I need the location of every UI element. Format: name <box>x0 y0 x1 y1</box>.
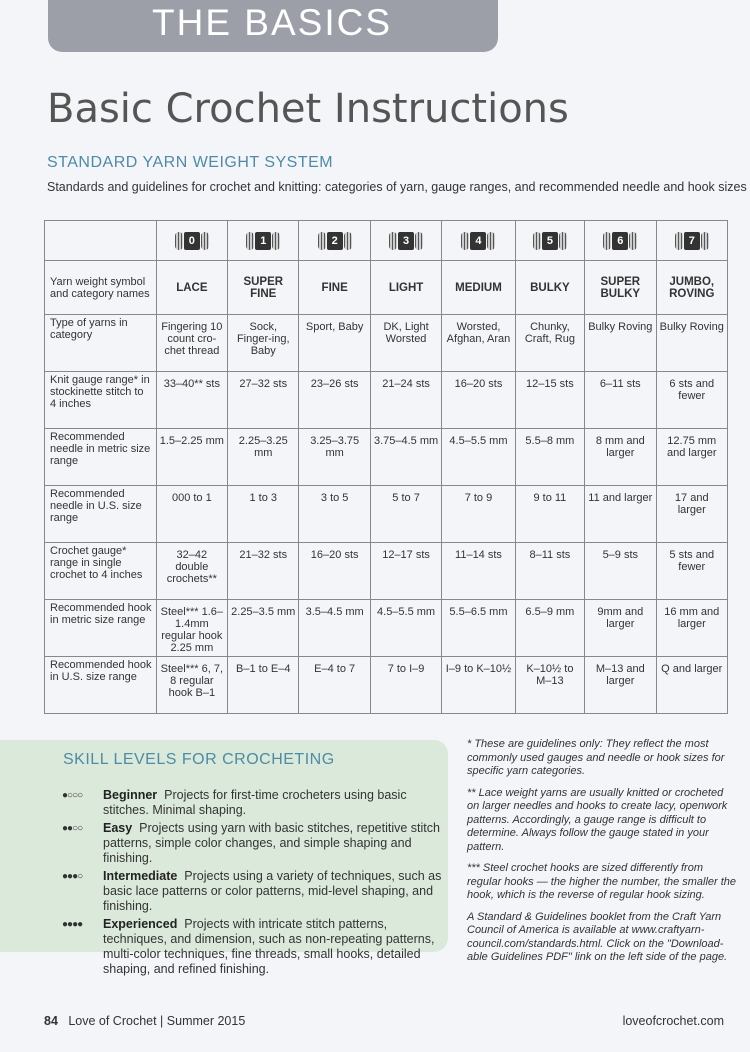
table-cell: Worsted, Afghan, Aran <box>442 315 515 372</box>
table-cell: Chunky, Craft, Rug <box>515 315 584 372</box>
table-cell: E–4 to 7 <box>299 657 370 714</box>
table-cell: 000 to 1 <box>156 486 227 543</box>
yarn-symbol-icon: 5 <box>533 231 567 251</box>
row-label: Crochet gauge* range in single crochet to 4 inches <box>45 543 157 600</box>
symbol-row <box>45 221 728 261</box>
table-cell: 3.75–4.5 mm <box>370 429 441 486</box>
skill-dots-icon: ●●●○ <box>62 871 83 882</box>
table-cell: 7 to 9 <box>442 486 515 543</box>
table-cell: 27–32 sts <box>228 372 299 429</box>
skill-text: Projects using yarn with basic stitches, repetitive stitch patterns, simple color changes, and simple shaping and finishing. <box>103 821 440 865</box>
table-cell: DK, Light Worsted <box>370 315 441 372</box>
yarn-symbol-icon: 6 <box>603 231 637 251</box>
footnote: ** Lace weight yarns are usually knitted or crocheted on larger needles and hooks to create lacy, openwork patterns. Accordingly, a gauge range is difficult to determine. Always follow the gauge stated in your pattern. <box>467 786 728 853</box>
footnotes <box>467 738 737 973</box>
yarn-symbol-icon: 7 <box>675 231 709 251</box>
category-name: LIGHT <box>370 261 441 315</box>
yarn-symbol-icon: 3 <box>389 231 423 251</box>
table-cell: 5 sts and fewer <box>656 543 728 600</box>
table-cell: 32–42 double crochets** <box>156 543 227 600</box>
section-description: Standards and guidelines for crochet and knitting: categories of yarn, gauge ranges, and recommended needle and hook sizes <box>47 180 747 194</box>
category-name: FINE <box>299 261 370 315</box>
table-cell: Sock, Finger-ing, Baby <box>228 315 299 372</box>
skill-name: Experienced <box>103 917 178 931</box>
row-label: Recommended hook in U.S. size range <box>45 657 157 714</box>
table-cell: 4.5–5.5 mm <box>442 429 515 486</box>
table-cell: 21–32 sts <box>228 543 299 600</box>
table-cell: Sport, Baby <box>299 315 370 372</box>
skill-level-easy <box>62 821 442 866</box>
table-cell: 3 to 5 <box>299 486 370 543</box>
row-label: Recommended needle in metric size range <box>45 429 157 486</box>
table-cell: 2.25–3.25 mm <box>228 429 299 486</box>
table-cell: 1.5–2.25 mm <box>156 429 227 486</box>
skill-level-experienced <box>62 917 442 977</box>
table-cell: Bulky Roving <box>585 315 656 372</box>
table-cell: 6.5–9 mm <box>515 600 584 657</box>
row-label: Recommended needle in U.S. size range <box>45 486 157 543</box>
footnote: *** Steel crochet hooks are sized differently from regular hooks — the higher the number, the smaller the hook, which is the reverse of regular hook sizing. <box>467 862 737 901</box>
table-cell: 11 and larger <box>585 486 656 543</box>
yarn-weight-table <box>44 220 728 714</box>
category-name: SUPER BULKY <box>585 261 656 315</box>
table-cell: 3.5–4.5 mm <box>299 600 370 657</box>
skill-name: Intermediate <box>103 869 178 883</box>
table-row <box>45 315 728 372</box>
table-cell: 8 mm and larger <box>585 429 656 486</box>
table-cell: 9mm and larger <box>585 600 656 657</box>
table-cell: 17 and larger <box>656 486 728 543</box>
page-title: Basic Crochet Instructions <box>47 86 569 132</box>
footnote: A Standard & Guidelines booklet from the Craft Yarn Council of America is available at www.craftyarn-council.com/standards.html. Click on the "Download-able Guidelines PDF" link on the left side of the page. <box>467 910 728 963</box>
table-row <box>45 372 728 429</box>
category-name: JUMBO, ROVING <box>656 261 728 315</box>
table-cell: 16–20 sts <box>442 372 515 429</box>
table-cell: B–1 to E–4 <box>228 657 299 714</box>
category-name: MEDIUM <box>442 261 515 315</box>
row-label: Type of yarns in category <box>45 315 157 372</box>
table-cell: Fingering 10 count cro-chet thread <box>156 315 227 372</box>
table-cell: 16–20 sts <box>299 543 370 600</box>
table-row <box>45 543 728 600</box>
row-label: Recommended hook in metric size range <box>45 600 157 657</box>
skill-level-beginner <box>62 788 442 818</box>
category-name: LACE <box>156 261 227 315</box>
skill-dots-icon: ●●●● <box>62 919 83 930</box>
table-cell: 5.5–6.5 mm <box>442 600 515 657</box>
table-cell: M–13 and larger <box>585 657 656 714</box>
table-cell: 5.5–8 mm <box>515 429 584 486</box>
table-cell: 5 to 7 <box>370 486 441 543</box>
table-row <box>45 600 728 657</box>
section-banner <box>48 0 498 52</box>
issue-name: Summer 2015 <box>166 1014 246 1028</box>
skill-levels-heading: SKILL LEVELS FOR CROCHETING <box>63 751 335 768</box>
table-cell: 21–24 sts <box>370 372 441 429</box>
yarn-symbol-icon: 4 <box>461 231 495 251</box>
table-cell: 6–11 sts <box>585 372 656 429</box>
table-row <box>45 429 728 486</box>
banner-label: THE BASICS <box>152 2 392 43</box>
row-label: Yarn weight symbol and category names <box>45 261 157 315</box>
table-cell: 1 to 3 <box>228 486 299 543</box>
table-cell: 12–15 sts <box>515 372 584 429</box>
section-heading: STANDARD YARN WEIGHT SYSTEM <box>47 154 334 171</box>
table-cell: 2.25–3.5 mm <box>228 600 299 657</box>
table-cell: K–10½ to M–13 <box>515 657 584 714</box>
table-cell: Steel*** 1.6–1.4mm regular hook 2.25 mm <box>156 600 227 657</box>
yarn-symbol-icon: 2 <box>318 231 352 251</box>
skill-text: Projects with intricate stitch patterns, techniques, and dimension, such as non-repeating patterns, multi-color techniques, fine threads, small hooks, detailed shaping, and refined finishing. <box>103 917 435 976</box>
table-cell: 12–17 sts <box>370 543 441 600</box>
skill-name: Beginner <box>103 788 158 802</box>
magazine-name: Love of Crochet <box>68 1014 157 1028</box>
table-cell: Q and larger <box>656 657 728 714</box>
row-label: Knit gauge range* in stockinette stitch to 4 inches <box>45 372 157 429</box>
category-name: BULKY <box>515 261 584 315</box>
skill-text: Projects for first-time crocheters using basic stitches. Minimal shaping. <box>103 788 407 817</box>
table-cell: 11–14 sts <box>442 543 515 600</box>
table-cell: 6 sts and fewer <box>656 372 728 429</box>
table-cell: 3.25–3.75 mm <box>299 429 370 486</box>
skill-name: Easy <box>103 821 133 835</box>
table-row <box>45 486 728 543</box>
table-cell: 8–11 sts <box>515 543 584 600</box>
table-cell: 7 to I–9 <box>370 657 441 714</box>
table-cell: 9 to 11 <box>515 486 584 543</box>
footer-url[interactable]: loveofcrochet.com <box>622 1014 724 1028</box>
skill-dots-icon: ●○○○ <box>62 790 83 801</box>
category-name: SUPER FINE <box>228 261 299 315</box>
skill-text: Projects using a variety of techniques, such as basic lace patterns or color patterns, mid-level shaping, and finishing. <box>103 869 442 913</box>
page-number: 84 <box>44 1014 58 1028</box>
table-cell: I–9 to K–10½ <box>442 657 515 714</box>
yarn-symbol-icon: 0 <box>175 231 209 251</box>
table-cell: 5–9 sts <box>585 543 656 600</box>
table-cell: 12.75 mm and larger <box>656 429 728 486</box>
table-cell: Steel*** 6, 7, 8 regular hook B–1 <box>156 657 227 714</box>
table-cell: 23–26 sts <box>299 372 370 429</box>
table-cell: 4.5–5.5 mm <box>370 600 441 657</box>
symbol-corner <box>45 221 157 261</box>
yarn-symbol-icon: 1 <box>246 231 280 251</box>
footnote: * These are guidelines only: They reflect the most commonly used gauges and needle or hook sizes for specific yarn categories. <box>467 738 725 777</box>
table-cell: Bulky Roving <box>656 315 728 372</box>
table-cell: 33–40** sts <box>156 372 227 429</box>
skill-dots-icon: ●●○○ <box>62 823 83 834</box>
skill-level-intermediate <box>62 869 442 914</box>
table-cell: 16 mm and larger <box>656 600 728 657</box>
footer-left: 84 Love of Crochet | Summer 2015 <box>44 1014 246 1028</box>
category-row <box>45 261 728 315</box>
table-row <box>45 657 728 714</box>
